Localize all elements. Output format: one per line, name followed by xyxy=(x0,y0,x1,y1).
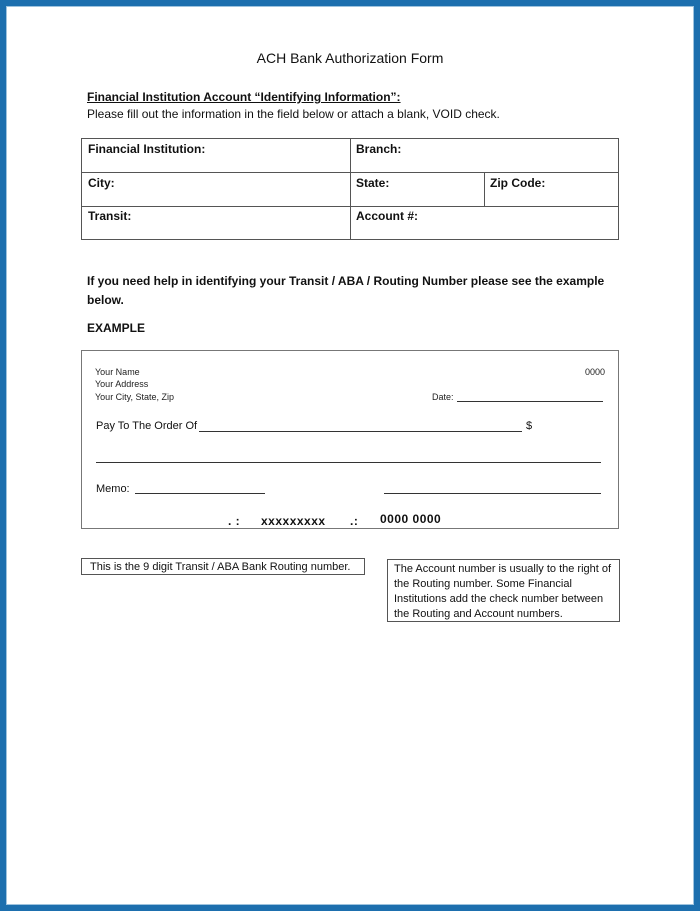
memo-label: Memo: xyxy=(96,483,130,495)
micr-account-number: 0000 0000 xyxy=(380,512,442,526)
amount-words-line xyxy=(96,462,601,463)
branch-field[interactable]: Branch: xyxy=(356,142,402,156)
pay-to-label: Pay To The Order Of xyxy=(96,420,198,432)
payee-line xyxy=(199,431,522,432)
date-label: Date: xyxy=(432,392,454,402)
account-info-table xyxy=(81,138,619,240)
instruction-text: Please fill out the information in the field below or attach a blank, VOID check. xyxy=(87,107,500,121)
check-city-state-zip: Your City, State, Zip xyxy=(95,392,175,402)
micr-routing-number: xxxxxxxxx xyxy=(261,514,326,528)
zip-code-field[interactable]: Zip Code: xyxy=(490,176,546,190)
memo-line xyxy=(135,493,265,494)
date-line xyxy=(457,401,603,402)
check-name: Your Name xyxy=(95,367,140,377)
routing-number-note: This is the 9 digit Transit / ABA Bank Routing number. xyxy=(81,558,365,575)
city-field[interactable]: City: xyxy=(88,176,115,190)
check-number: 0000 xyxy=(585,367,606,377)
help-text: If you need help in identifying your Transit / ABA / Routing Number please see the example below. xyxy=(87,274,605,307)
col-divider xyxy=(484,172,485,206)
micr-routing-close: .: xyxy=(350,514,359,528)
transit-field[interactable]: Transit: xyxy=(88,209,132,223)
example-label: EXAMPLE xyxy=(87,321,146,335)
signature-line xyxy=(384,493,601,494)
check-address: Your Address xyxy=(95,379,149,389)
dollar-sign: $ xyxy=(526,420,533,432)
section-heading: Financial Institution Account “Identifying Information”: xyxy=(87,90,401,104)
sample-check xyxy=(81,350,619,529)
account-number-field[interactable]: Account #: xyxy=(356,209,419,223)
account-number-note: The Account number is usually to the right of the Routing number. Some Financial Institutions add the check number between the Routing and Account numbers. xyxy=(387,559,620,622)
financial-institution-field[interactable]: Financial Institution: xyxy=(88,142,206,156)
micr-routing-open: . : xyxy=(228,514,241,528)
col-divider xyxy=(350,139,351,239)
state-field[interactable]: State: xyxy=(356,176,390,190)
form-title: ACH Bank Authorization Form xyxy=(256,50,444,66)
